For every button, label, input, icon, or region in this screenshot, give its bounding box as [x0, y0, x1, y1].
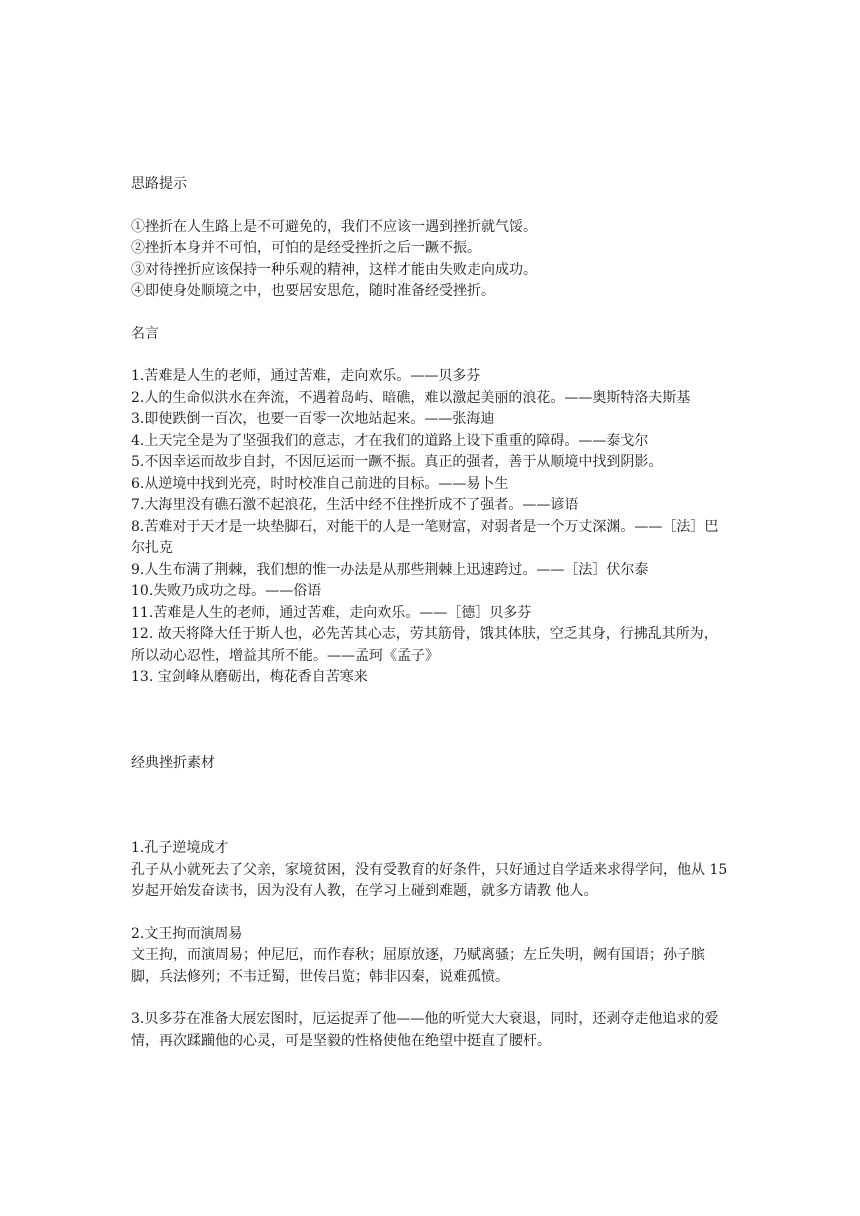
quote-item: 8.苦难对于天才是一块垫脚石，对能干的人是一笔财富，对弱者是一个万丈深渊。——［法］巴尔扎克: [131, 518, 719, 556]
quote-item: 9.人生布满了荆棘，我们想的惟一办法是从那些荆棘上迅速跨过。——［法］伏尔泰: [131, 561, 649, 578]
spacer: [131, 196, 731, 217]
story-1: [131, 838, 731, 903]
quote-item: 13. 宝剑峰从磨砺出，梅花香自苦寒来: [131, 669, 368, 685]
section-title-classic-materials: 经典挫折素材: [131, 754, 215, 771]
story-title: 2.文王拘而演周易: [131, 925, 243, 942]
thinking-tips-list: [131, 217, 731, 303]
story-2: [131, 924, 731, 989]
quote-item: 5.不因幸运而故步自封，不因厄运而一蹶不振。真正的强者，善于从顺境中找到阴影。: [131, 454, 663, 470]
story-title: 1.孔子逆境成才: [131, 840, 229, 856]
section-title-quotes: 名言: [131, 325, 159, 342]
story-3: [131, 1009, 731, 1052]
quote-item: 7.大海里没有礁石激不起浪花，生活中经不住挫折成不了强者。——谚语: [131, 497, 579, 513]
quote-item: 11.苦难是人生的老师，通过苦难，走向欢乐。——［德］贝多芬: [131, 604, 532, 621]
quote-item: 12. 故天将降大任于斯人也，必先苦其心志，劳其筋骨，饿其体肤，空乏其身，行拂乱其所为，所以动心忍性，增益其所不能。——孟珂《孟子》: [131, 626, 718, 664]
list-item: ②挫折本身并不可怕，可怕的是经受挫折之后一蹶不振。: [131, 240, 481, 256]
story-body: 文王拘，而演周易；仲尼厄，而作春秋；屈原放逐，乃赋离骚；左丘失明，阙有国语；孙子膑脚，兵法修列；不韦迁蜀，世传吕览；韩非囚秦，说难孤愤。: [131, 947, 705, 985]
spacer: [131, 689, 731, 753]
document-body: [131, 174, 731, 1052]
list-item: ①挫折在人生路上是不可避免的，我们不应该一遇到挫折就气馁。: [131, 218, 537, 235]
spacer: [131, 345, 731, 366]
quotes-list: [131, 366, 731, 689]
quote-item: 10.失败乃成功之母。——俗语: [131, 583, 322, 599]
quote-item: 2.人的生命似洪水在奔流，不遇着岛屿、暗礁，难以激起美丽的浪花。——奥斯特洛夫斯基: [131, 389, 691, 406]
list-item: ③对待挫折应该保持一种乐观的精神，这样才能由失败走向成功。: [131, 261, 537, 278]
story-body: 孔子从小就死去了父亲，家境贫困，没有受教育的好条件，只好通过自学适来求得学问，他从 15 岁起开始发奋读书，因为没有人教，在学习上碰到难题，就多方请教 他人。: [131, 861, 728, 899]
section-title-thinking-tips: 思路提示: [131, 176, 187, 192]
quote-item: 3.即使跌倒一百次，也要一百零一次地站起来。——张海迪: [131, 411, 495, 427]
spacer: [131, 903, 731, 924]
spacer: [131, 303, 731, 324]
list-item: ④即使身处顺境之中，也要居安思危，随时准备经受挫折。: [131, 283, 495, 299]
quote-item: 4.上天完全是为了坚强我们的意志，才在我们的道路上设下重重的障碍。——泰戈尔: [131, 432, 649, 449]
spacer: [131, 988, 731, 1009]
quote-item: 6.从逆境中找到光亮，时时校准自己前进的目标。——易卜生: [131, 475, 509, 492]
quote-item: 1.苦难是人生的老师，通过苦难，走向欢乐。——贝多芬: [131, 368, 481, 384]
story-body: 3.贝多芬在准备大展宏图时，厄运捉弄了他——他的听觉大大衰退，同时，还剥夺走他追求的爱情，再次蹂躏他的心灵，可是坚毅的性格使他在绝望中挺直了腰杆。: [131, 1011, 719, 1049]
spacer: [131, 774, 731, 838]
